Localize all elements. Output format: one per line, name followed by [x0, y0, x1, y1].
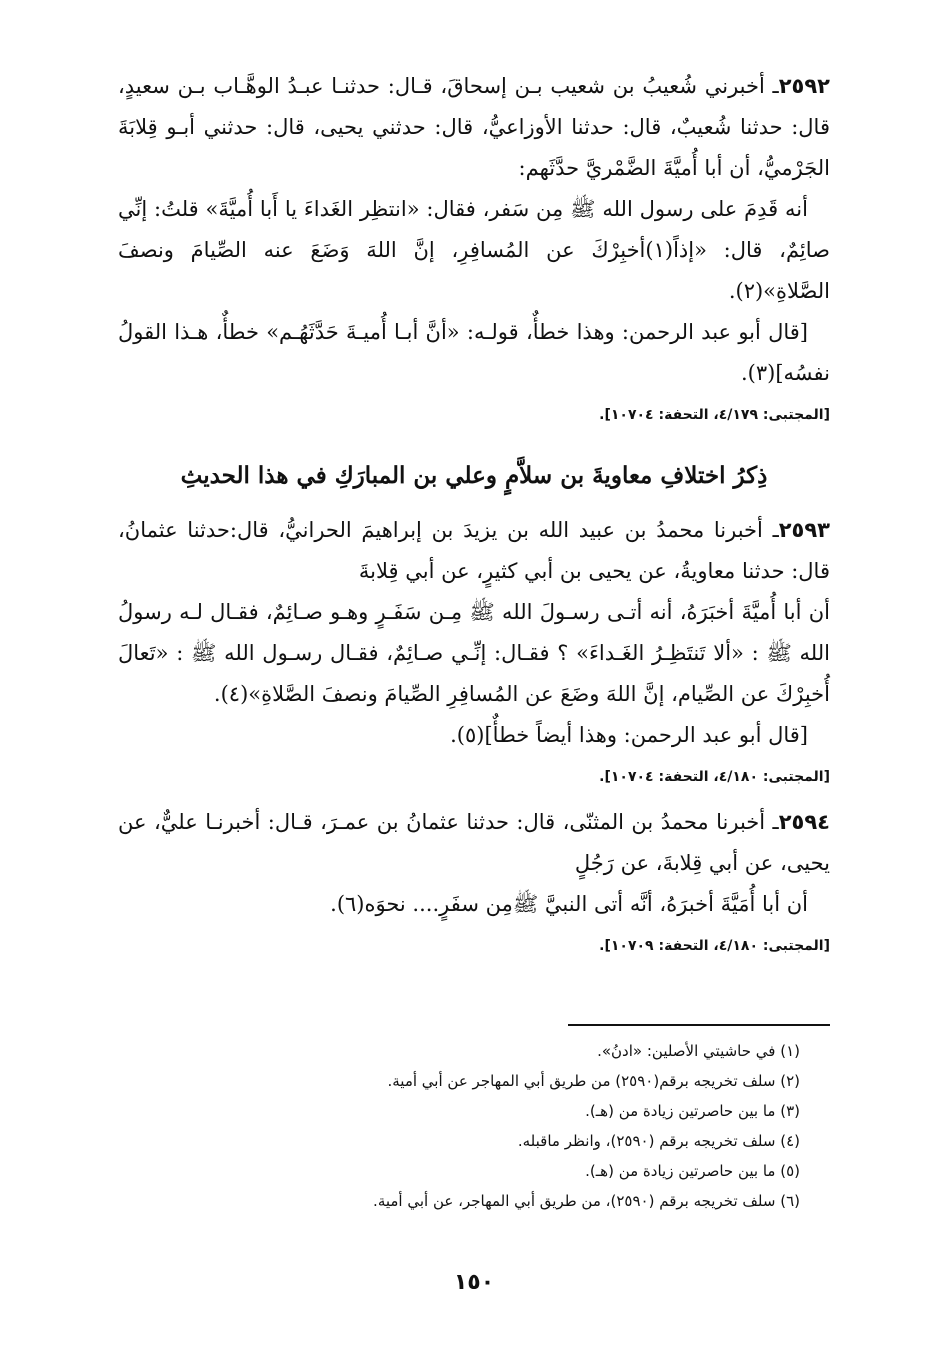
hadith-2593-reference: [المجتبى: ٤/١٨٠، التحفة: ١٠٧٠٤].	[599, 769, 830, 785]
hadith-number: ٢٥٩٣	[778, 518, 830, 542]
footnote-6: (٦) سلف تخريجه برقم (٢٥٩٠)، من طريق أبي المهاجر، عن أبي أمية.	[373, 1192, 800, 1210]
isnad-text: ـ أخبرنا محمدُ بن المثنّى، قال: حدثنا عثمانُ بن عمـرَ، قـال: أخبرنـا عليٌّ، عن يحيى، عن أبي قِلابةَ، عن رَجُلٍ	[118, 810, 830, 875]
isnad-text: ـ أخبرنا محمدُ بن عبيد الله بن يزيدَ بن إبراهيمَ الحرانيُّ، قال:حدثنا عثمانُ، قال: حدثنا معاويةُ، عن يحيى بن أبي كثيرٍ، عن أبي قِلابةَ	[118, 518, 830, 583]
section-heading: ذِكرُ اختلافِ معاويةَ بن سلاَّمٍ وعلي بن المبارَكِ في هذا الحديثِ	[180, 462, 768, 489]
hadith-2592-matn: أنه قَدِمَ على رسول الله ﷺ مِن سَفر، فقال: «انتظِر الغَداءَ يا أَبا أُميَّةَ» قلتُ: إنِّي صائِمٌ، قال: «إذاً(١)أخبِرْكَ عن المُسافِرِ، إنَّ اللهَ وَضَعَ عنه الصِّيامَ ونصفَ الصَّلاةِ»(٢).	[118, 197, 830, 303]
footnote-3: (٣) ما بين حاصرتين زيادة من (هـ).	[585, 1102, 800, 1120]
hadith-2592-comment: [قال أبو عبد الرحمن: وهذا خطأٌ، قولـه: «أنَّ أبـا أُميـةَ حَدَّثَهُـم» خطأٌ، هـذا القولُ نفسُه](٣).	[118, 320, 830, 385]
footnote-divider	[568, 1024, 830, 1026]
footnote-1: (١) في حاشيتي الأصلين: «ادنُ».	[597, 1042, 800, 1060]
hadith-number: ٢٥٩٢	[778, 74, 830, 98]
footnote-5: (٥) ما بين حاصرتين زيادة من (هـ).	[585, 1162, 800, 1180]
hadith-2592-isnad	[118, 66, 830, 189]
page-number: ١٥٠	[453, 1270, 495, 1295]
hadith-2594-isnad	[118, 802, 830, 884]
hadith-number: ٢٥٩٤	[778, 810, 830, 834]
isnad-text: ـ أخبرني شُعيبُ بن شعيب بـن إسحاقَ، قـال: حدثنـا عبـدُ الوهَّـاب بـن سعيدٍ، قال: حدثنا شُعيبٌ، قال: حدثنا الأوزاعيُّ، قال: حدثني يحيى، قال: حدثني أبـو قِلابَةَ الجَرْميُّ، أن أبا أُميَّةَ الضَّمْريَّ حدَّثَهم:	[118, 74, 830, 180]
footnote-2: (٢) سلف تخريجه برقم(٢٥٩٠) من طريق أبي المهاجر عن أبي أمية.	[387, 1072, 800, 1090]
hadith-2593-comment: [قال أبو عبد الرحمن: وهذا أيضاً خطأٌ](٥).	[450, 723, 808, 747]
hadith-2594-reference: [المجتبى: ٤/١٨٠، التحفة: ١٠٧٠٩].	[599, 938, 830, 954]
hadith-2592-reference: [المجتبى: ٤/١٧٩، التحفة: ١٠٧٠٤].	[599, 407, 830, 423]
footnote-4: (٤) سلف تخريجه برقم (٢٥٩٠)، وانظر ماقبله.	[517, 1132, 800, 1150]
hadith-2594-matn: أن أبا أُمَيَّةَ أخبرَهُ، أنَّه أتى النبيَّ ﷺمِن سفَرٍ.... نحوَه(٦).	[330, 892, 808, 916]
page-body	[118, 66, 830, 971]
hadith-2593-isnad	[118, 510, 830, 592]
hadith-2593-matn: أن أبا أُميَّةَ أخبَرَهُ، أنه أتـى رسـولَ الله ﷺ مِـن سَفَـرٍ وهـو صـائِمٌ، فقـال لـه رسولُ الله ﷺ : «ألا تَنتَظِـرُ الغَـداءَ» ؟ فقـال: إنِّـي صـائِمٌ، فقـال رسـول الله ﷺ : «تَعالَ أُخبِرْكَ عن الصِّيام، إنَّ اللهَ وضَعَ عن المُسافِرِ الصِّيامَ ونصفَ الصَّلاةِ»(٤).	[118, 600, 830, 706]
footnotes	[200, 1036, 800, 1216]
